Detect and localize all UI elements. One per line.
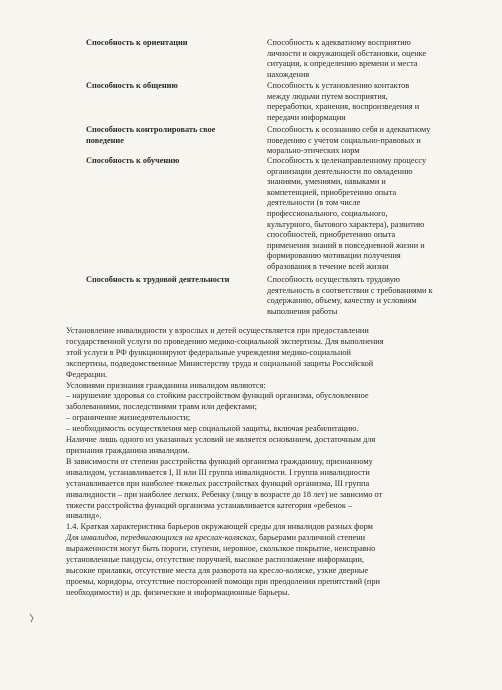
paragraph-line: проемы, коридоры, отсутствие посторонней помощи при преодолении препятствий (при [66,576,380,586]
paragraph-line: заболеваниями, последствиями травм или дефектами; [66,402,257,412]
ability-label: Способность к обучению [86,156,180,165]
ability-description: Способность осуществлять трудовую деятельность в соответствии с требованиями к содержанию, объему, качеству и условиям выполнения работы [267,275,433,316]
ability-description: Способность к адекватному восприятию личности и окружающей обстановки, оценке ситуации, к определению времени и места нахождения [267,38,427,79]
paragraph-line: инвалидом, устанавливается I, II или III группа инвалидности. I группа инвалидности [66,467,370,477]
paragraph-line: тяжести расстройства функций организма устанавливается категория «ребенок – [66,500,353,510]
ability-description: Способность к целенаправленному процессу организации деятельности по овладению знаниями, умениями, навыками и компетенцией, приобретению опыта деятельности (в том числе профессионального, социального, культурного, бытового характера), развитию способностей, приобретению опыта применения знаний в повседневной жизни и формированию мотивации получения образования в течение всей жизни [267,156,427,271]
paragraph-line: Для инвалидов, передвигающихся на креслах-колясках, барьерами различной степени [66,533,366,543]
paragraph-line: Установление инвалидности у взрослых и детей осуществляется при предоставлении [66,326,369,335]
paragraph-line: выраженности могут быть пороги, ступени, неровное, скользкое покрытие, неисправно [66,544,376,554]
section-heading: 1.4. Краткая характеристика барьеров окружающей среды для инвалидов разных форм [66,522,373,532]
paragraph-line: инвалид». [66,511,102,521]
paragraph-line: высокие прилавки, отсутствие места для разворота на кресло-коляске, узкие дверные [66,565,369,575]
ability-label: Способность контролировать свое поведение [86,125,216,145]
paragraph-line: Условиями признания гражданина инвалидом являются: [66,380,266,390]
paragraph-line: – необходимость осуществления мер социальной защиты, включая реабилитацию. [66,424,359,434]
ability-description: Способность к осознанию себя и адекватному поведению с учетом социально-правовых и морально-этических норм [267,125,431,156]
stray-mark-icon [28,612,38,627]
paragraph-line: устанавливается при наиболее тяжелых расстройствах функций организма, III группа [66,478,370,488]
paragraph-line: государственной услуги по проведению медико-социальной экспертизы. Для выполнения [66,336,384,346]
paragraph-line: установленные пандусы, отсутствие поручней, высокое расположение информации, [66,555,364,565]
paragraph-line: признания гражданина инвалидом. [66,445,190,455]
ability-label: Способность к общению [86,81,178,90]
paragraph-line: экспертизы, подведомственные Министерству труда и социальной защиты Российской [66,358,374,368]
paragraph-line: инвалидности – при наиболее легких. Ребенку (лицу в возрасте до 18 лет) не зависимо от [66,489,383,499]
paragraph-line: Наличие лишь одного из указанных условий не является основанием, достаточным для [66,435,376,445]
paragraph-line: В зависимости от степени расстройства функций организма гражданину, признанному [66,456,373,466]
paragraph-line: Федерации. [66,369,108,379]
paragraph-line: необходимости) и др. физические и информационные барьеры. [66,587,290,597]
ability-description: Способность к установлению контактов между людьми путем восприятия, переработки, хранения, воспроизведения и передачи информации [267,81,420,122]
italic-prefix: Для инвалидов, передвигающихся на креслах-колясках, [66,533,257,543]
body-text [66,326,476,599]
paragraph-line: этой услуги в РФ функционируют федеральные учреждения медико-социальной [66,347,351,357]
ability-label: Способность к трудовой деятельности [86,275,230,284]
paragraph-line: – ограничение жизнедеятельности; [66,413,191,423]
ability-label: Способность к ориентации [86,38,188,47]
paragraph-line: – нарушение здоровья со стойким расстройством функций организма, обусловленное [66,391,369,401]
